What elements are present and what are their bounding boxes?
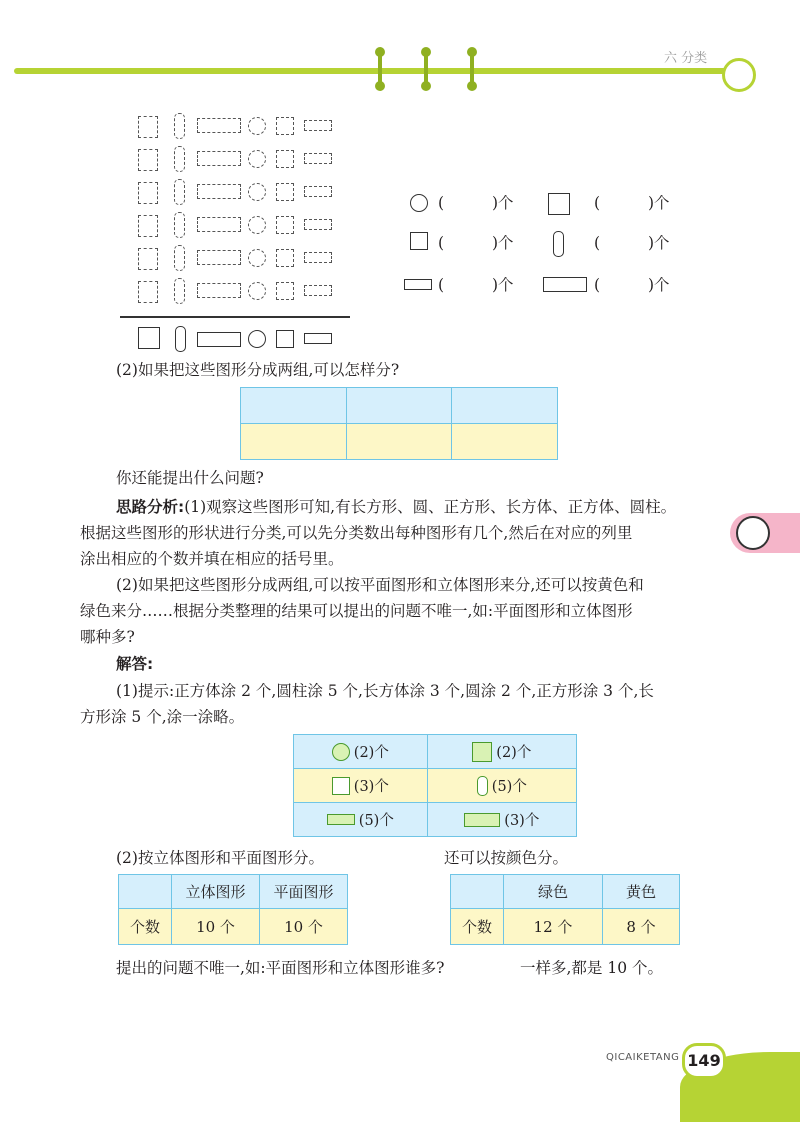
table-cell[interactable] [241, 424, 347, 460]
circle-icon [248, 282, 266, 300]
table-value: 10 个 [260, 909, 348, 945]
analysis-line: 根据这些图形的形状进行分类,可以先分类数出每种图形有几个,然后在对应的列里 [80, 524, 633, 542]
paren-open: ( [594, 276, 601, 294]
square-icon [276, 150, 294, 168]
footer-brand: QICAIKETANG [606, 1052, 680, 1063]
header-rule [14, 68, 732, 74]
circle-icon [248, 183, 266, 201]
table-header: 平面图形 [260, 875, 348, 909]
conclusion-question: 提出的问题不唯一,如:平面图形和立体图形谁多? [116, 959, 445, 977]
binder-peg [470, 50, 474, 88]
rectangle-icon [304, 333, 332, 344]
table-shape-type [118, 874, 348, 945]
paren-open: ( [594, 194, 601, 212]
cuboid-icon [197, 151, 241, 166]
cube-icon [548, 193, 570, 215]
grid-cell [427, 769, 576, 803]
cylinder-icon [174, 179, 185, 205]
cylinder-icon [477, 776, 488, 796]
table-value: 10 个 [172, 909, 260, 945]
paren-open: ( [438, 234, 445, 252]
rectangle-icon [304, 252, 332, 263]
count-unit: )个 [492, 194, 514, 212]
cylinder-icon [174, 278, 185, 304]
cuboid-icon [197, 283, 241, 298]
table-color [450, 874, 680, 945]
square-icon [276, 216, 294, 234]
square-icon [410, 232, 428, 250]
table-cell[interactable] [346, 424, 452, 460]
answer-part2: (2)按立体图形和平面图形分。 [116, 849, 324, 867]
cube-icon [138, 116, 158, 138]
question-2: (2)如果把这些图形分成两组,可以怎样分? [116, 361, 400, 379]
row-label: 个数 [451, 909, 504, 945]
rectangle-icon [304, 285, 332, 296]
cube-icon [472, 742, 492, 762]
table-cell[interactable] [346, 388, 452, 424]
cube-icon [138, 281, 158, 303]
cuboid-icon [197, 250, 241, 265]
analysis-line [116, 495, 676, 519]
baseline [120, 316, 350, 318]
paren-open: ( [438, 194, 445, 212]
table-cell[interactable] [241, 388, 347, 424]
square-icon [276, 249, 294, 267]
analysis-label: 思路分析: [116, 498, 185, 516]
grid-value: (5)个 [491, 779, 527, 795]
cube-icon [138, 248, 158, 270]
analysis-line: 绿色来分……根据分类整理的结果可以提出的问题不唯一,如:平面图形和立体图形 [80, 602, 633, 620]
more-question: 你还能提出什么问题? [116, 469, 264, 487]
square-icon [276, 117, 294, 135]
rectangle-icon [304, 219, 332, 230]
cylinder-icon [174, 212, 185, 238]
analysis-line: (2)如果把这些图形分成两组,可以按平面图形和立体图形来分,还可以按黄色和 [116, 576, 644, 594]
empty-grouping-table [240, 387, 558, 460]
rectangle-icon [304, 186, 332, 197]
cylinder-icon [174, 146, 185, 172]
chapter-title: 六 分类 [664, 51, 708, 66]
table-cell[interactable] [452, 424, 558, 460]
cuboid-icon [197, 217, 241, 232]
cylinder-icon [175, 326, 186, 352]
analysis-line: 涂出相应的个数并填在相应的括号里。 [80, 550, 344, 568]
count-unit: )个 [648, 234, 670, 252]
grid-cell [427, 803, 576, 837]
grid-value: (5)个 [358, 813, 394, 829]
circle-icon [248, 249, 266, 267]
binder-peg [378, 50, 382, 88]
cylinder-icon [553, 231, 564, 257]
binder-peg [424, 50, 428, 88]
square-icon [276, 282, 294, 300]
count-unit: )个 [492, 234, 514, 252]
grid-cell [294, 803, 428, 837]
rectangle-icon [327, 814, 355, 825]
cuboid-icon [464, 813, 500, 827]
grid-cell [294, 769, 428, 803]
cuboid-icon [197, 118, 241, 133]
square-icon [276, 330, 294, 348]
grid-value: (3)个 [353, 779, 389, 795]
table-cell[interactable] [452, 388, 558, 424]
count-unit: )个 [648, 276, 670, 294]
square-icon [332, 777, 350, 795]
table-header: 绿色 [504, 875, 603, 909]
grid-cell [427, 735, 576, 769]
rectangle-icon [304, 153, 332, 164]
grid-value: (2)个 [496, 745, 532, 761]
row-label: 个数 [119, 909, 172, 945]
cuboid-icon [197, 184, 241, 199]
square-icon [276, 183, 294, 201]
grid-cell [294, 735, 428, 769]
page-number: 149 [682, 1043, 726, 1079]
table-value: 12 个 [504, 909, 603, 945]
grid-value: (2)个 [353, 745, 389, 761]
cuboid-icon [543, 277, 587, 292]
analysis-text: (1)观察这些图形可知,有长方形、圆、正方形、长方体、正方体、圆柱。 [184, 498, 677, 516]
cube-icon [138, 182, 158, 204]
cylinder-icon [174, 113, 185, 139]
cube-icon [138, 215, 158, 237]
answer-grid [293, 734, 577, 837]
table-cell [119, 875, 172, 909]
circle-icon [248, 150, 266, 168]
table-cell [451, 875, 504, 909]
conclusion-answer: 一样多,都是 10 个。 [520, 959, 664, 977]
count-unit: )个 [648, 194, 670, 212]
rectangle-icon [404, 279, 432, 290]
circle-icon [410, 194, 428, 212]
answer-label: 解答: [116, 655, 154, 673]
cube-icon [138, 327, 160, 349]
paren-open: ( [594, 234, 601, 252]
table-header: 黄色 [602, 875, 679, 909]
count-unit: )个 [492, 276, 514, 294]
cube-icon [138, 149, 158, 171]
panda-icon [736, 516, 770, 550]
circle-icon [248, 117, 266, 135]
grid-value: (3)个 [504, 813, 540, 829]
table-header: 立体图形 [172, 875, 260, 909]
circle-icon [248, 216, 266, 234]
paren-open: ( [438, 276, 445, 294]
cuboid-icon [197, 332, 241, 347]
circle-icon [248, 330, 266, 348]
rectangle-icon [304, 120, 332, 131]
circle-icon [332, 743, 350, 761]
cylinder-icon [174, 245, 185, 271]
mascot-icon [722, 58, 756, 92]
answer-line: 方形涂 5 个,涂一涂略。 [80, 708, 245, 726]
answer-part2-alt: 还可以按颜色分。 [444, 849, 569, 867]
analysis-line: 哪种多? [80, 628, 135, 646]
answer-line: (1)提示:正方体涂 2 个,圆柱涂 5 个,长方体涂 3 个,圆涂 2 个,正方形涂 3 个,长 [116, 682, 654, 700]
table-value: 8 个 [602, 909, 679, 945]
